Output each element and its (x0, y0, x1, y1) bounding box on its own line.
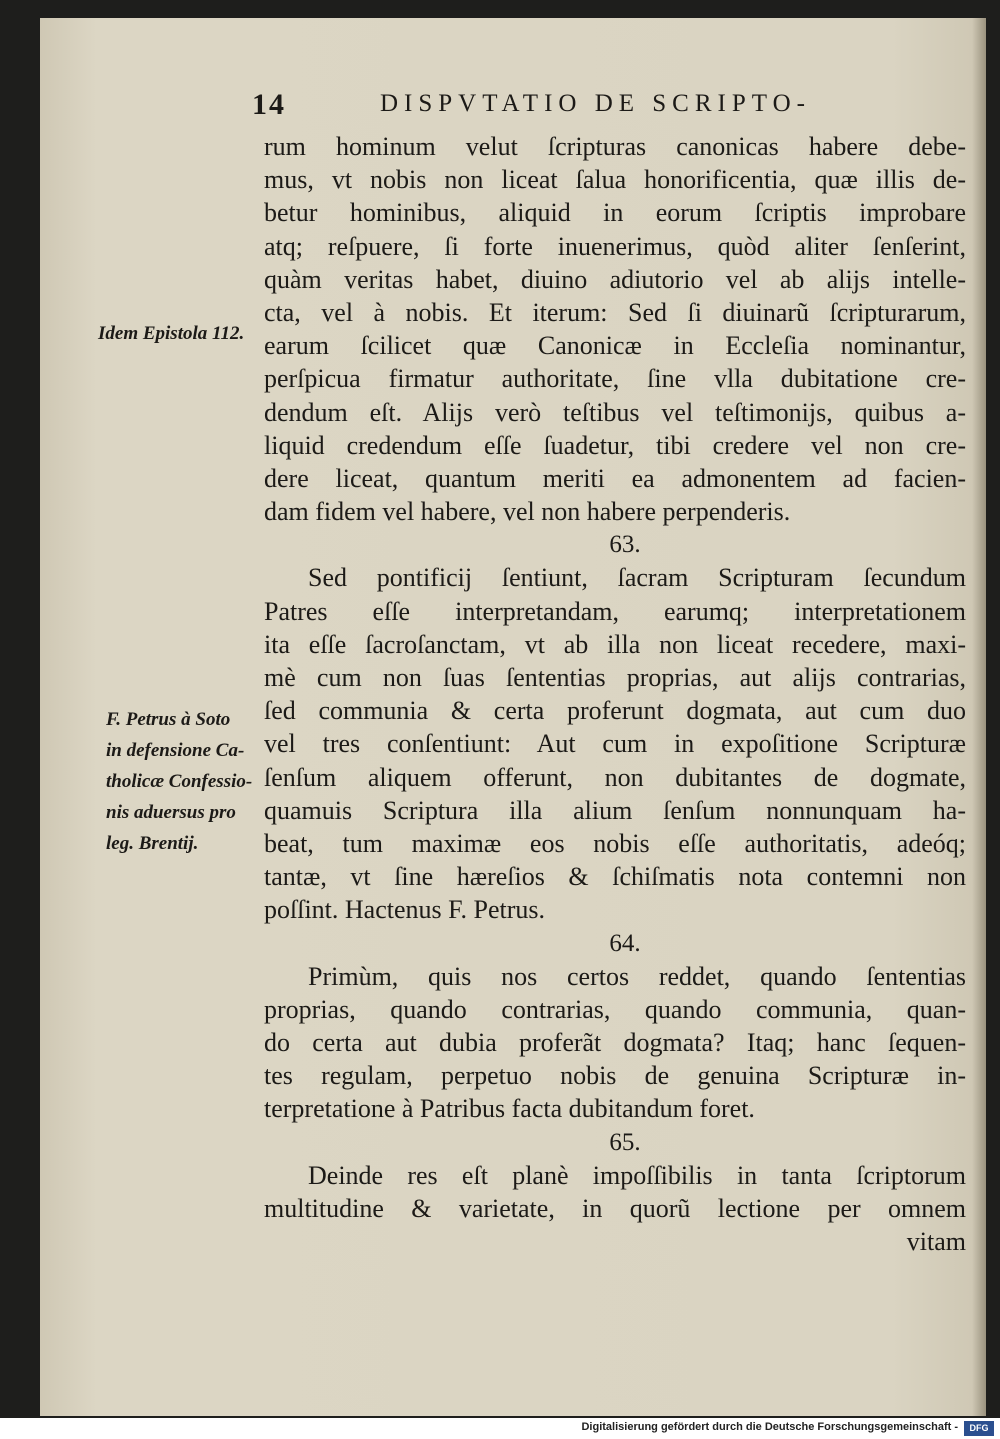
text-line: Deinde res eſt planè impoſſibilis in tanta ſcriptorum (308, 1160, 966, 1190)
margin-note-line: tholicæ Confessio- (106, 771, 253, 792)
margin-note-epistola: Idem Epistola 112. (98, 323, 245, 344)
margin-note-line: nis aduersus pro (106, 802, 236, 823)
text-line: tantæ, vt ſine hæreſios & ſchiſmatis nota contemni non (264, 862, 966, 892)
text-line: Patres eſſe interpretandam, earumq; interpretationem (264, 596, 966, 626)
margin-note-line: F. Petrus à Soto (106, 709, 231, 730)
text-line: ita eſſe ſacroſanctam, vt ab illa non liceat recedere, maxi- (264, 629, 966, 659)
text-line: atq; reſpuere, ſi forte inuenerimus, quòd aliter ſenſerint, (264, 231, 966, 261)
dfg-logo-icon: DFG (964, 1421, 994, 1436)
section-65 (264, 1159, 966, 1259)
text-line: quàm veritas habet, diuino adiutorio vel ab alijs intelle- (264, 264, 966, 294)
book-page (40, 18, 986, 1416)
text-line: vel tres conſentiunt: Aut cum in expoſitione Scripturæ (264, 729, 966, 759)
section-63 (264, 561, 966, 926)
footer-bar (0, 1418, 1000, 1439)
margin-note-petrus-soto (106, 704, 252, 859)
text-line: do certa aut dubia proferãt dogmata? Itaq; hanc ſequen- (264, 1028, 966, 1058)
margin-note-line: in defensione Ca- (106, 740, 245, 761)
funding-credit: Digitalisierung gefördert durch die Deutsche Forschungsgemeinschaft - (581, 1421, 958, 1433)
text-line: perſpicua firmatur authoritate, ſine vlla dubitatione cre- (264, 364, 966, 394)
page-edge-shadow (972, 18, 986, 1416)
text-line: beat, tum maximæ eos nobis eſſe authoritatis, adeóq; (264, 828, 966, 858)
text-line: dendum eſt. Alijs verò teſtibus vel teſtimonijs, quibus a- (264, 397, 966, 427)
text-line: proprias, quando contrarias, quando communia, quan- (264, 994, 966, 1024)
section-number-64: 64. (609, 929, 641, 957)
text-line: terpretatione à Patribus facta dubitandum foret. (264, 1094, 755, 1124)
text-line: liquid credendum eſſe ſuadetur, tibi credere vel non cre- (264, 430, 966, 460)
text-line: earum ſcilicet quæ Canonicæ in Eccleſia nominantur, (264, 331, 966, 361)
section-number-65: 65. (609, 1128, 641, 1156)
text-line: tes regulam, perpetuo nobis de genuina Scripturæ in- (264, 1061, 966, 1091)
section-number-63: 63. (609, 531, 641, 559)
text-line: poſſint. Hactenus F. Petrus. (264, 895, 546, 925)
text-line: cta, vel à nobis. Et iterum: Sed ſi diuinarũ ſcripturarum, (264, 297, 966, 327)
running-title: DISPVTATIO DE SCRIPTO- (380, 90, 811, 117)
page-number: 14 (252, 88, 286, 121)
text-line: mè cum non ſuas ſententias proprias, aut alijs contrarias, (264, 663, 966, 692)
text-line: dere liceat, quantum meriti ea admonentem ad facien- (264, 463, 966, 493)
text-line: betur hominibus, aliquid in eorum ſcriptis improbare (264, 198, 966, 228)
text-line: Primùm, quis nos certos reddet, quando ſententias (308, 961, 966, 991)
margin-note-line: leg. Brentij. (106, 833, 199, 854)
section-62-continuation (264, 130, 966, 528)
page-header (252, 88, 872, 128)
text-line: multitudine & varietate, in quorũ lectione per omnem (264, 1194, 966, 1223)
text-line: dam fidem vel habere, vel non habere perpenderis. (264, 497, 791, 527)
text-line: Sed pontificij ſentiunt, ſacram Scripturam ſecundum (308, 563, 966, 593)
text-line: ſenſum aliquem offerunt, non dubitantes de dogmate, (264, 762, 966, 792)
text-line: mus, vt nobis non liceat ſalua honorificentia, quæ illis de- (264, 165, 966, 195)
text-line: rum hominum velut ſcripturas canonicas habere debe- (264, 132, 966, 161)
section-64 (264, 960, 966, 1126)
catchword: vitam (906, 1227, 966, 1257)
text-line: quamuis Scriptura illa alium ſenſum nonnunquam ha- (264, 795, 966, 825)
text-line: ſed communia & certa proferunt dogmata, aut cum duo (264, 696, 966, 726)
main-text (264, 130, 966, 1258)
